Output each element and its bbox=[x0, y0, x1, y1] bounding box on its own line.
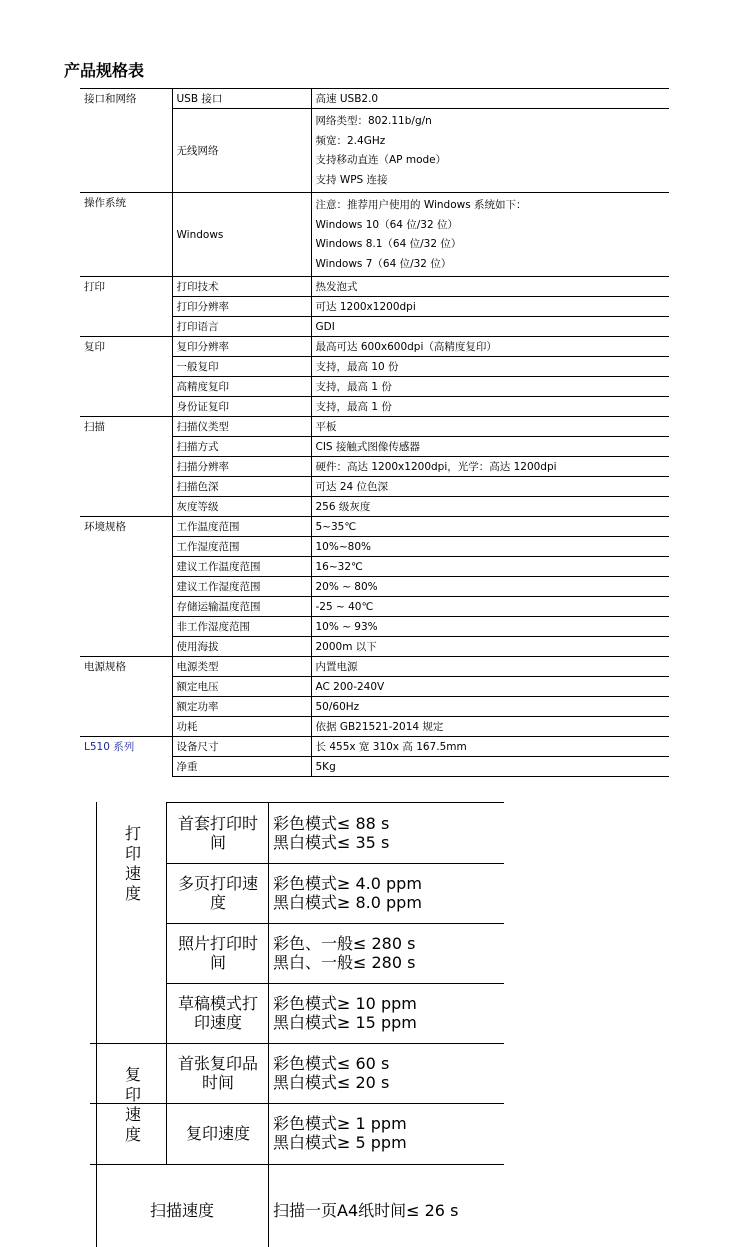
category-char: 印 bbox=[124, 1085, 141, 1104]
item-value: 最高可达 600x600dpi（高精度复印） bbox=[311, 337, 669, 357]
item-name: 功耗 bbox=[172, 717, 311, 737]
item-name: 扫描色深 bbox=[172, 477, 311, 497]
value-line: Windows 8.1（64 位/32 位） bbox=[315, 238, 462, 250]
item-value: AC 200-240V bbox=[311, 677, 669, 697]
category-char: 复 bbox=[124, 1065, 141, 1084]
category-char: 度 bbox=[124, 884, 141, 903]
item-value: 硬件：高达 1200x1200dpi，光学：高达 1200dpi bbox=[311, 457, 669, 477]
category-char: 速 bbox=[124, 864, 141, 883]
category-char: 速 bbox=[124, 1105, 141, 1124]
divider bbox=[166, 923, 504, 924]
table-row bbox=[80, 417, 669, 437]
page-title: 产品规格表 bbox=[64, 61, 145, 80]
item-name: 额定功率 bbox=[172, 697, 311, 717]
value-line: 注意：推荐用户使用的 Windows 系统如下： bbox=[315, 199, 527, 211]
name-line: 首张复印品 bbox=[177, 1054, 258, 1073]
category-cell: 扫描 bbox=[80, 417, 172, 517]
divider bbox=[90, 1164, 504, 1165]
value-line: 彩色模式≥ 4.0 ppm bbox=[273, 874, 422, 893]
item-value: 热发泡式 bbox=[311, 277, 669, 297]
speed-item-value bbox=[273, 814, 389, 852]
item-value: 5Kg bbox=[311, 757, 669, 777]
speed-item-value bbox=[273, 1054, 389, 1092]
name-line: 复印速度 bbox=[185, 1124, 250, 1143]
divider bbox=[166, 983, 504, 984]
item-name: 净重 bbox=[172, 757, 311, 777]
value-line: 彩色、一般≤ 280 s bbox=[273, 934, 416, 953]
speed-item-value bbox=[273, 934, 415, 972]
table-row bbox=[80, 517, 669, 537]
item-value: 高速 USB2.0 bbox=[311, 89, 669, 109]
category-char: 打 bbox=[124, 824, 141, 843]
table-row bbox=[80, 337, 669, 357]
divider bbox=[166, 802, 504, 803]
speed-item-name bbox=[167, 814, 269, 852]
category-cell: 接口和网络 bbox=[80, 89, 172, 193]
value-line: 黑白模式≤ 20 s bbox=[273, 1073, 390, 1092]
value-line: 彩色模式≤ 88 s bbox=[273, 814, 390, 833]
item-value: 支持，最高 1 份 bbox=[311, 377, 669, 397]
name-line: 时间 bbox=[201, 1073, 234, 1092]
item-value: 16~32℃ bbox=[311, 557, 669, 577]
name-line: 印速度 bbox=[193, 1013, 242, 1032]
item-value: 支持，最高 1 份 bbox=[311, 397, 669, 417]
value-line: 黑白模式≥ 8.0 ppm bbox=[273, 893, 422, 912]
item-name: 建议工作温度范围 bbox=[172, 557, 311, 577]
item-value: 10% ~ 93% bbox=[311, 617, 669, 637]
table-row bbox=[80, 277, 669, 297]
category-cell: L510 系列 bbox=[80, 737, 172, 777]
item-value: 2000m 以下 bbox=[311, 637, 669, 657]
divider bbox=[166, 863, 504, 864]
value-line: Windows 10（64 位/32 位） bbox=[315, 218, 459, 231]
name-line: 首套打印时 bbox=[177, 814, 258, 833]
speed-item-value bbox=[273, 1114, 407, 1152]
item-name: 扫描仪类型 bbox=[172, 417, 311, 437]
name-line: 多页打印速 bbox=[177, 874, 258, 893]
table-row bbox=[80, 657, 669, 677]
category-cell: 环境规格 bbox=[80, 517, 172, 657]
item-value: CIS 接触式图像传感器 bbox=[311, 437, 669, 457]
item-value: 可达 24 位色深 bbox=[311, 477, 669, 497]
item-name: 非工作湿度范围 bbox=[172, 617, 311, 637]
name-line: 间 bbox=[209, 833, 226, 852]
speed-item-name bbox=[167, 994, 269, 1032]
item-name: 工作湿度范围 bbox=[172, 537, 311, 557]
item-name: 打印语言 bbox=[172, 317, 311, 337]
item-value: 平板 bbox=[311, 417, 669, 437]
name-line: 间 bbox=[209, 953, 226, 972]
item-value: 5~35℃ bbox=[311, 517, 669, 537]
item-name: 工作温度范围 bbox=[172, 517, 311, 537]
item-name: 身份证复印 bbox=[172, 397, 311, 417]
speed-item-value bbox=[273, 874, 422, 912]
name-line: 照片打印时 bbox=[177, 934, 258, 953]
item-name: 扫描方式 bbox=[172, 437, 311, 457]
item-name: 额定电压 bbox=[172, 677, 311, 697]
speed-item-name bbox=[167, 874, 269, 912]
scan-speed-value: 扫描一页A4纸时间≤ 26 s bbox=[273, 1201, 459, 1220]
divider bbox=[166, 1043, 504, 1044]
item-value bbox=[311, 109, 669, 193]
category-cell: 电源规格 bbox=[80, 657, 172, 737]
item-name: 使用海拔 bbox=[172, 637, 311, 657]
speed-item-name bbox=[167, 1054, 269, 1092]
name-line: 草稿模式打 bbox=[177, 994, 258, 1013]
item-value bbox=[311, 193, 669, 277]
item-value: 长 455x 宽 310x 高 167.5mm bbox=[311, 737, 669, 757]
divider bbox=[166, 1103, 504, 1104]
item-value: 20% ~ 80% bbox=[311, 577, 669, 597]
item-value: GDI bbox=[311, 317, 669, 337]
value-line: 网络类型：802.11b/g/n bbox=[315, 115, 432, 127]
item-name: 高精度复印 bbox=[172, 377, 311, 397]
item-name: 存储运输温度范围 bbox=[172, 597, 311, 617]
table-row bbox=[80, 89, 669, 109]
table-row bbox=[80, 193, 669, 277]
value-line: 彩色模式≤ 60 s bbox=[273, 1054, 390, 1073]
speed-table bbox=[90, 802, 504, 1247]
item-name: USB 接口 bbox=[172, 89, 311, 109]
spec-table bbox=[80, 88, 669, 777]
value-line: 黑白模式≤ 35 s bbox=[273, 833, 390, 852]
category-cell: 操作系统 bbox=[80, 193, 172, 277]
item-value: 50/60Hz bbox=[311, 697, 669, 717]
item-name: 无线网络 bbox=[172, 109, 311, 193]
item-name: 一般复印 bbox=[172, 357, 311, 377]
value-line: 支持移动直连（AP mode） bbox=[315, 154, 447, 166]
item-value: 依据 GB21521-2014 规定 bbox=[311, 717, 669, 737]
speed-item-name bbox=[167, 1124, 269, 1143]
item-name: Windows bbox=[172, 193, 311, 277]
item-name: 设备尺寸 bbox=[172, 737, 311, 757]
item-value: 支持，最高 10 份 bbox=[311, 357, 669, 377]
value-line: 黑白模式≥ 15 ppm bbox=[273, 1013, 417, 1032]
value-line: 彩色模式≥ 10 ppm bbox=[273, 994, 417, 1013]
item-value: -25 ~ 40℃ bbox=[311, 597, 669, 617]
item-name: 打印分辨率 bbox=[172, 297, 311, 317]
value-line: 彩色模式≥ 1 ppm bbox=[273, 1114, 407, 1133]
speed-item-name bbox=[167, 934, 269, 972]
divider bbox=[96, 802, 97, 1247]
item-name: 扫描分辨率 bbox=[172, 457, 311, 477]
category-char: 印 bbox=[124, 844, 141, 863]
copy-speed-category bbox=[118, 1065, 148, 1145]
name-line: 度 bbox=[209, 893, 226, 912]
value-line: 频宽：2.4GHz bbox=[315, 134, 386, 147]
item-value: 可达 1200x1200dpi bbox=[311, 297, 669, 317]
item-value: 内置电源 bbox=[311, 657, 669, 677]
value-line: Windows 7（64 位/32 位） bbox=[315, 257, 452, 270]
print-speed-category bbox=[118, 824, 148, 904]
speed-item-value bbox=[273, 994, 417, 1032]
item-value: 10%~80% bbox=[311, 537, 669, 557]
item-name: 建议工作湿度范围 bbox=[172, 577, 311, 597]
category-cell: 打印 bbox=[80, 277, 172, 337]
category-char: 度 bbox=[124, 1125, 141, 1144]
table-row bbox=[80, 737, 669, 757]
category-cell: 复印 bbox=[80, 337, 172, 417]
value-line: 黑白、一般≤ 280 s bbox=[273, 953, 416, 972]
item-value: 256 级灰度 bbox=[311, 497, 669, 517]
item-name: 电源类型 bbox=[172, 657, 311, 677]
scan-speed-name: 扫描速度 bbox=[149, 1201, 214, 1220]
item-name: 打印技术 bbox=[172, 277, 311, 297]
item-name: 灰度等级 bbox=[172, 497, 311, 517]
item-name: 复印分辨率 bbox=[172, 337, 311, 357]
value-line: 支持 WPS 连接 bbox=[315, 173, 388, 186]
value-line: 黑白模式≥ 5 ppm bbox=[273, 1133, 407, 1152]
